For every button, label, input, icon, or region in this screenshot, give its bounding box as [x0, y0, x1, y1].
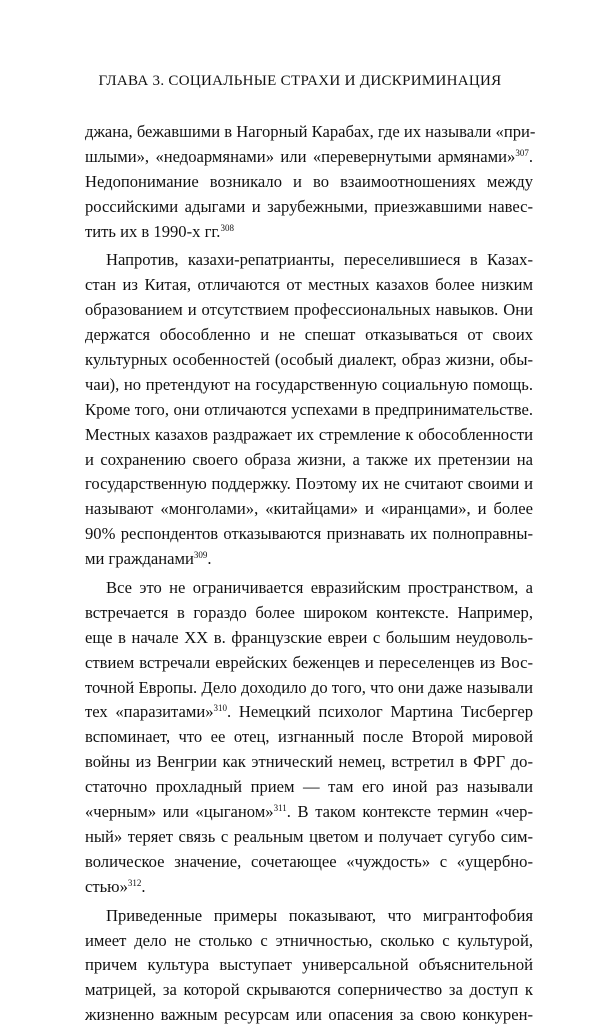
text-segment: джана, бежавшими в Нагорный Карабах, где их называли «при- — [85, 122, 536, 141]
text-segment: называют «монголами», «китайцами» и «иранцами», и более — [85, 499, 533, 519]
text-segment: встречается в гораздо более широком контексте. Например, — [85, 602, 533, 622]
text-line — [85, 676, 533, 701]
text-line — [85, 825, 533, 850]
footnote-ref: 308 — [220, 222, 234, 233]
footnote-ref: 310 — [213, 703, 228, 714]
text-line — [85, 978, 533, 1003]
text-line — [85, 120, 536, 145]
text-segment: «черным» или «цыганом» — [85, 802, 274, 822]
text-line — [85, 145, 533, 170]
text-segment: причем культура выступает универсальной объяснительной — [85, 955, 533, 975]
text-segment: . Немецкий психолог Мартина Тисбергер — [227, 702, 533, 722]
text-line — [85, 953, 533, 978]
text-segment: ствием встречали еврейских беженцев и переселенцев из Вос- — [85, 652, 533, 672]
text-segment: ный» теряет связь с реальным цветом и получает сугубо сим- — [85, 826, 533, 846]
text-line — [85, 750, 533, 775]
text-line — [85, 725, 533, 750]
paragraph — [85, 576, 533, 900]
text-line — [85, 220, 533, 245]
text-line — [85, 248, 533, 273]
text-line — [85, 850, 533, 875]
text-line — [85, 348, 533, 373]
text-segment: стью» — [85, 876, 128, 896]
text-segment: и сохранению своего образа жизни, а также их претензии на — [85, 449, 533, 469]
text-line — [85, 273, 533, 298]
text-line — [85, 904, 533, 929]
text-line — [85, 651, 533, 676]
text-line — [85, 1003, 533, 1028]
text-segment: Приведенные примеры показывают, что мигрантофобия — [106, 905, 533, 925]
text-segment: . — [141, 876, 146, 896]
text-segment: российскими адыгами и зарубежными, приезжавшими навес- — [85, 196, 533, 216]
text-segment: держатся обособленно и не спешат отказываться от своих — [85, 325, 533, 345]
text-line — [85, 576, 533, 601]
footnote-ref: 312 — [127, 877, 142, 888]
text-line — [85, 522, 533, 547]
text-segment: тить их в 1990-х гг. — [85, 221, 221, 241]
text-line — [85, 373, 533, 398]
text-segment: Все это не ограничивается евразийским пространством, а — [106, 578, 533, 598]
text-segment: стан из Китая, отличаются от местных казахов более низким — [85, 275, 533, 295]
text-line — [85, 195, 533, 220]
footnote-ref: 307 — [515, 147, 529, 158]
text-line — [85, 875, 533, 900]
text-line — [85, 800, 533, 825]
text-line — [85, 170, 533, 195]
text-segment: государственную поддержку. Поэтому их не считают своими и — [85, 474, 533, 494]
text-segment: чаи), но претендуют на государственную социальную помощь. — [85, 374, 533, 394]
text-line — [85, 472, 533, 497]
text-segment: . — [207, 549, 212, 569]
text-segment: Местных казахов раздражает их стремление к обособленности — [85, 424, 533, 444]
text-line — [85, 497, 533, 522]
text-segment: 90% респондентов отказываются признавать их полноправны- — [85, 524, 533, 544]
text-segment: еще в начале XX в. французские евреи с большим неудоволь- — [85, 627, 533, 647]
text-line — [85, 775, 533, 800]
text-segment: . В таком контексте термин «чер- — [286, 802, 533, 822]
text-segment: статочно прохладный прием — там его иной раз называли — [85, 777, 533, 797]
text-segment: имеет дело не столько с этничностью, сколько с культурой, — [85, 930, 533, 950]
paragraph — [85, 248, 533, 572]
paragraph — [85, 120, 536, 244]
text-line — [85, 423, 533, 448]
footnote-ref: 311 — [273, 803, 287, 814]
text-segment: Кроме того, они отличаются успехами в предпринимательстве. — [85, 399, 533, 419]
footnote-ref: 309 — [193, 550, 208, 561]
running-head: ГЛАВА 3. СОЦИАЛЬНЫЕ СТРАХИ И ДИСКРИМИНАЦИЯ — [98, 73, 502, 89]
text-line — [85, 601, 533, 626]
text-segment: матрицей, за которой скрываются соперничество за доступ к — [85, 980, 533, 1000]
text-segment: культурных особенностей (особый диалект, образ жизни, обы- — [85, 350, 533, 370]
text-segment: волическое значение, сочетающее «чуждость» с «ущербно- — [85, 851, 533, 871]
text-segment: жизненно важным ресурсам или опасения за свою конкурен- — [85, 1005, 533, 1025]
text-line — [85, 626, 533, 651]
body-text — [85, 120, 536, 1032]
text-segment: тех «паразитами» — [85, 702, 214, 722]
text-segment: ми гражданами — [85, 549, 194, 569]
text-segment: вспоминает, что ее отец, изгнанный после Второй мировой — [85, 727, 533, 747]
text-line — [85, 929, 533, 954]
text-segment: образованием и отсутствием профессиональных навыков. Они — [85, 300, 533, 320]
text-segment: войны из Венгрии как этнический немец, встретил в ФРГ до- — [85, 752, 533, 772]
text-segment: . — [528, 146, 533, 166]
text-line — [85, 323, 533, 348]
paragraph — [85, 904, 533, 1028]
text-line — [85, 700, 533, 725]
text-line — [85, 298, 533, 323]
text-segment: шлыми», «недоармянами» или «перевернутыми армянами» — [85, 146, 516, 166]
text-line — [85, 547, 533, 572]
text-segment: Недопонимание возникало и во взаимоотношениях между — [85, 171, 533, 191]
text-line — [85, 448, 533, 473]
text-segment: точной Европы. Дело доходило до того, что они даже называли — [85, 677, 533, 697]
text-segment: Напротив, казахи-репатрианты, переселившиеся в Казах- — [106, 250, 533, 270]
text-line — [85, 398, 533, 423]
